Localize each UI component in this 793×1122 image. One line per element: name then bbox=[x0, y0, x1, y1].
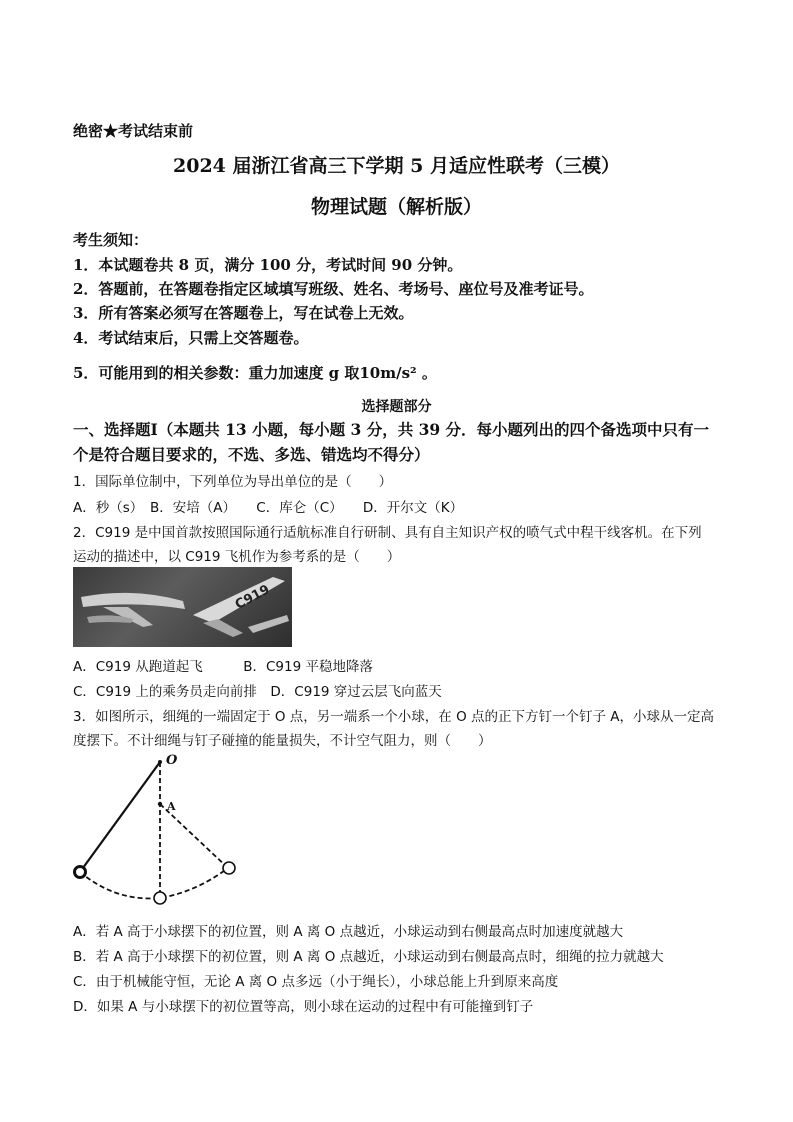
q3-option-a: A．若 A 高于小球摆下的初位置，则 A 离 O 点越近，小球运动到右侧最高点时加速度就越大 bbox=[73, 924, 624, 940]
notice-item: 2．答题前，在答题卷指定区域填写班级、姓名、考场号、座位号及准考证号。 bbox=[73, 280, 594, 298]
q1-options: A．秒（s） B．安培（A） C．库仑（C） D．开尔文（K） bbox=[73, 500, 464, 516]
point-o-label: O bbox=[166, 753, 178, 768]
notice-item: 4．考试结束后，只需上交答题卷。 bbox=[73, 329, 309, 347]
section-heading-cont: 个是符合题目要求的，不选、多选、错选均不得分） bbox=[73, 445, 430, 464]
q2-options-line1: A．C919 从跑道起飞 B．C919 平稳地降落 bbox=[73, 659, 373, 675]
q2-stem-cont: 运动的描述中，以 C919 飞机作为参考系的是（ ） bbox=[73, 549, 401, 565]
q1-stem: 1．国际单位制中，下列单位为导出单位的是（ ） bbox=[73, 474, 393, 490]
q3-stem-cont: 度摆下。不计细绳与钉子碰撞的能量损失，不计空气阻力，则（ ） bbox=[73, 733, 492, 749]
q2-stem: 2．C919 是中国首款按照国际通行适航标准自行研制、具有自主知识产权的喷气式中程干线客机。在下列 bbox=[73, 525, 702, 541]
q3-stem: 3．如图所示，细绳的一端固定于 O 点，另一端系一个小球，在 O 点的正下方钉一个钉子 A，小球从一定高 bbox=[73, 709, 715, 725]
c919-photo-label: C919 bbox=[232, 582, 273, 613]
point-a-label: A bbox=[167, 800, 176, 813]
notice-item: 1．本试题卷共 8 页，满分 100 分，考试时间 90 分钟。 bbox=[73, 256, 463, 274]
q3-option-d: D．如果 A 与小球摆下的初位置等高，则小球在运动的过程中有可能撞到钉子 bbox=[73, 999, 534, 1015]
confidential-label: 绝密★考试结束前 bbox=[73, 122, 194, 140]
pendulum-diagram bbox=[66, 752, 246, 912]
section-heading: 一、选择题Ⅰ（本题共 13 小题，每小题 3 分，共 39 分．每小题列出的四个备选项中只有一 bbox=[73, 420, 710, 439]
c919-aircraft-photo bbox=[73, 567, 292, 647]
section-part-title: 选择题部分 bbox=[361, 399, 432, 415]
q2-options-line2: C．C919 上的乘务员走向前排 D．C919 穿过云层飞向蓝天 bbox=[73, 684, 442, 700]
notice-item: 3．所有答案必须写在答题卷上，写在试卷上无效。 bbox=[73, 304, 414, 322]
exam-title: 2024 届浙江省高三下学期 5 月适应性联考（三模） bbox=[173, 155, 620, 177]
notice-heading: 考生须知： bbox=[73, 231, 149, 249]
notice-item: 5．可能用到的相关参数：重力加速度 g 取10m/s² 。 bbox=[73, 364, 437, 382]
q3-option-b: B．若 A 高于小球摆下的初位置，则 A 离 O 点越近，小球运动到右侧最高点时，细绳的拉力就越大 bbox=[73, 949, 664, 965]
q3-option-c: C．由于机械能守恒，无论 A 离 O 点多远（小于绳长），小球总能上升到原来高度 bbox=[73, 974, 559, 990]
exam-subtitle: 物理试题（解析版） bbox=[310, 196, 482, 218]
